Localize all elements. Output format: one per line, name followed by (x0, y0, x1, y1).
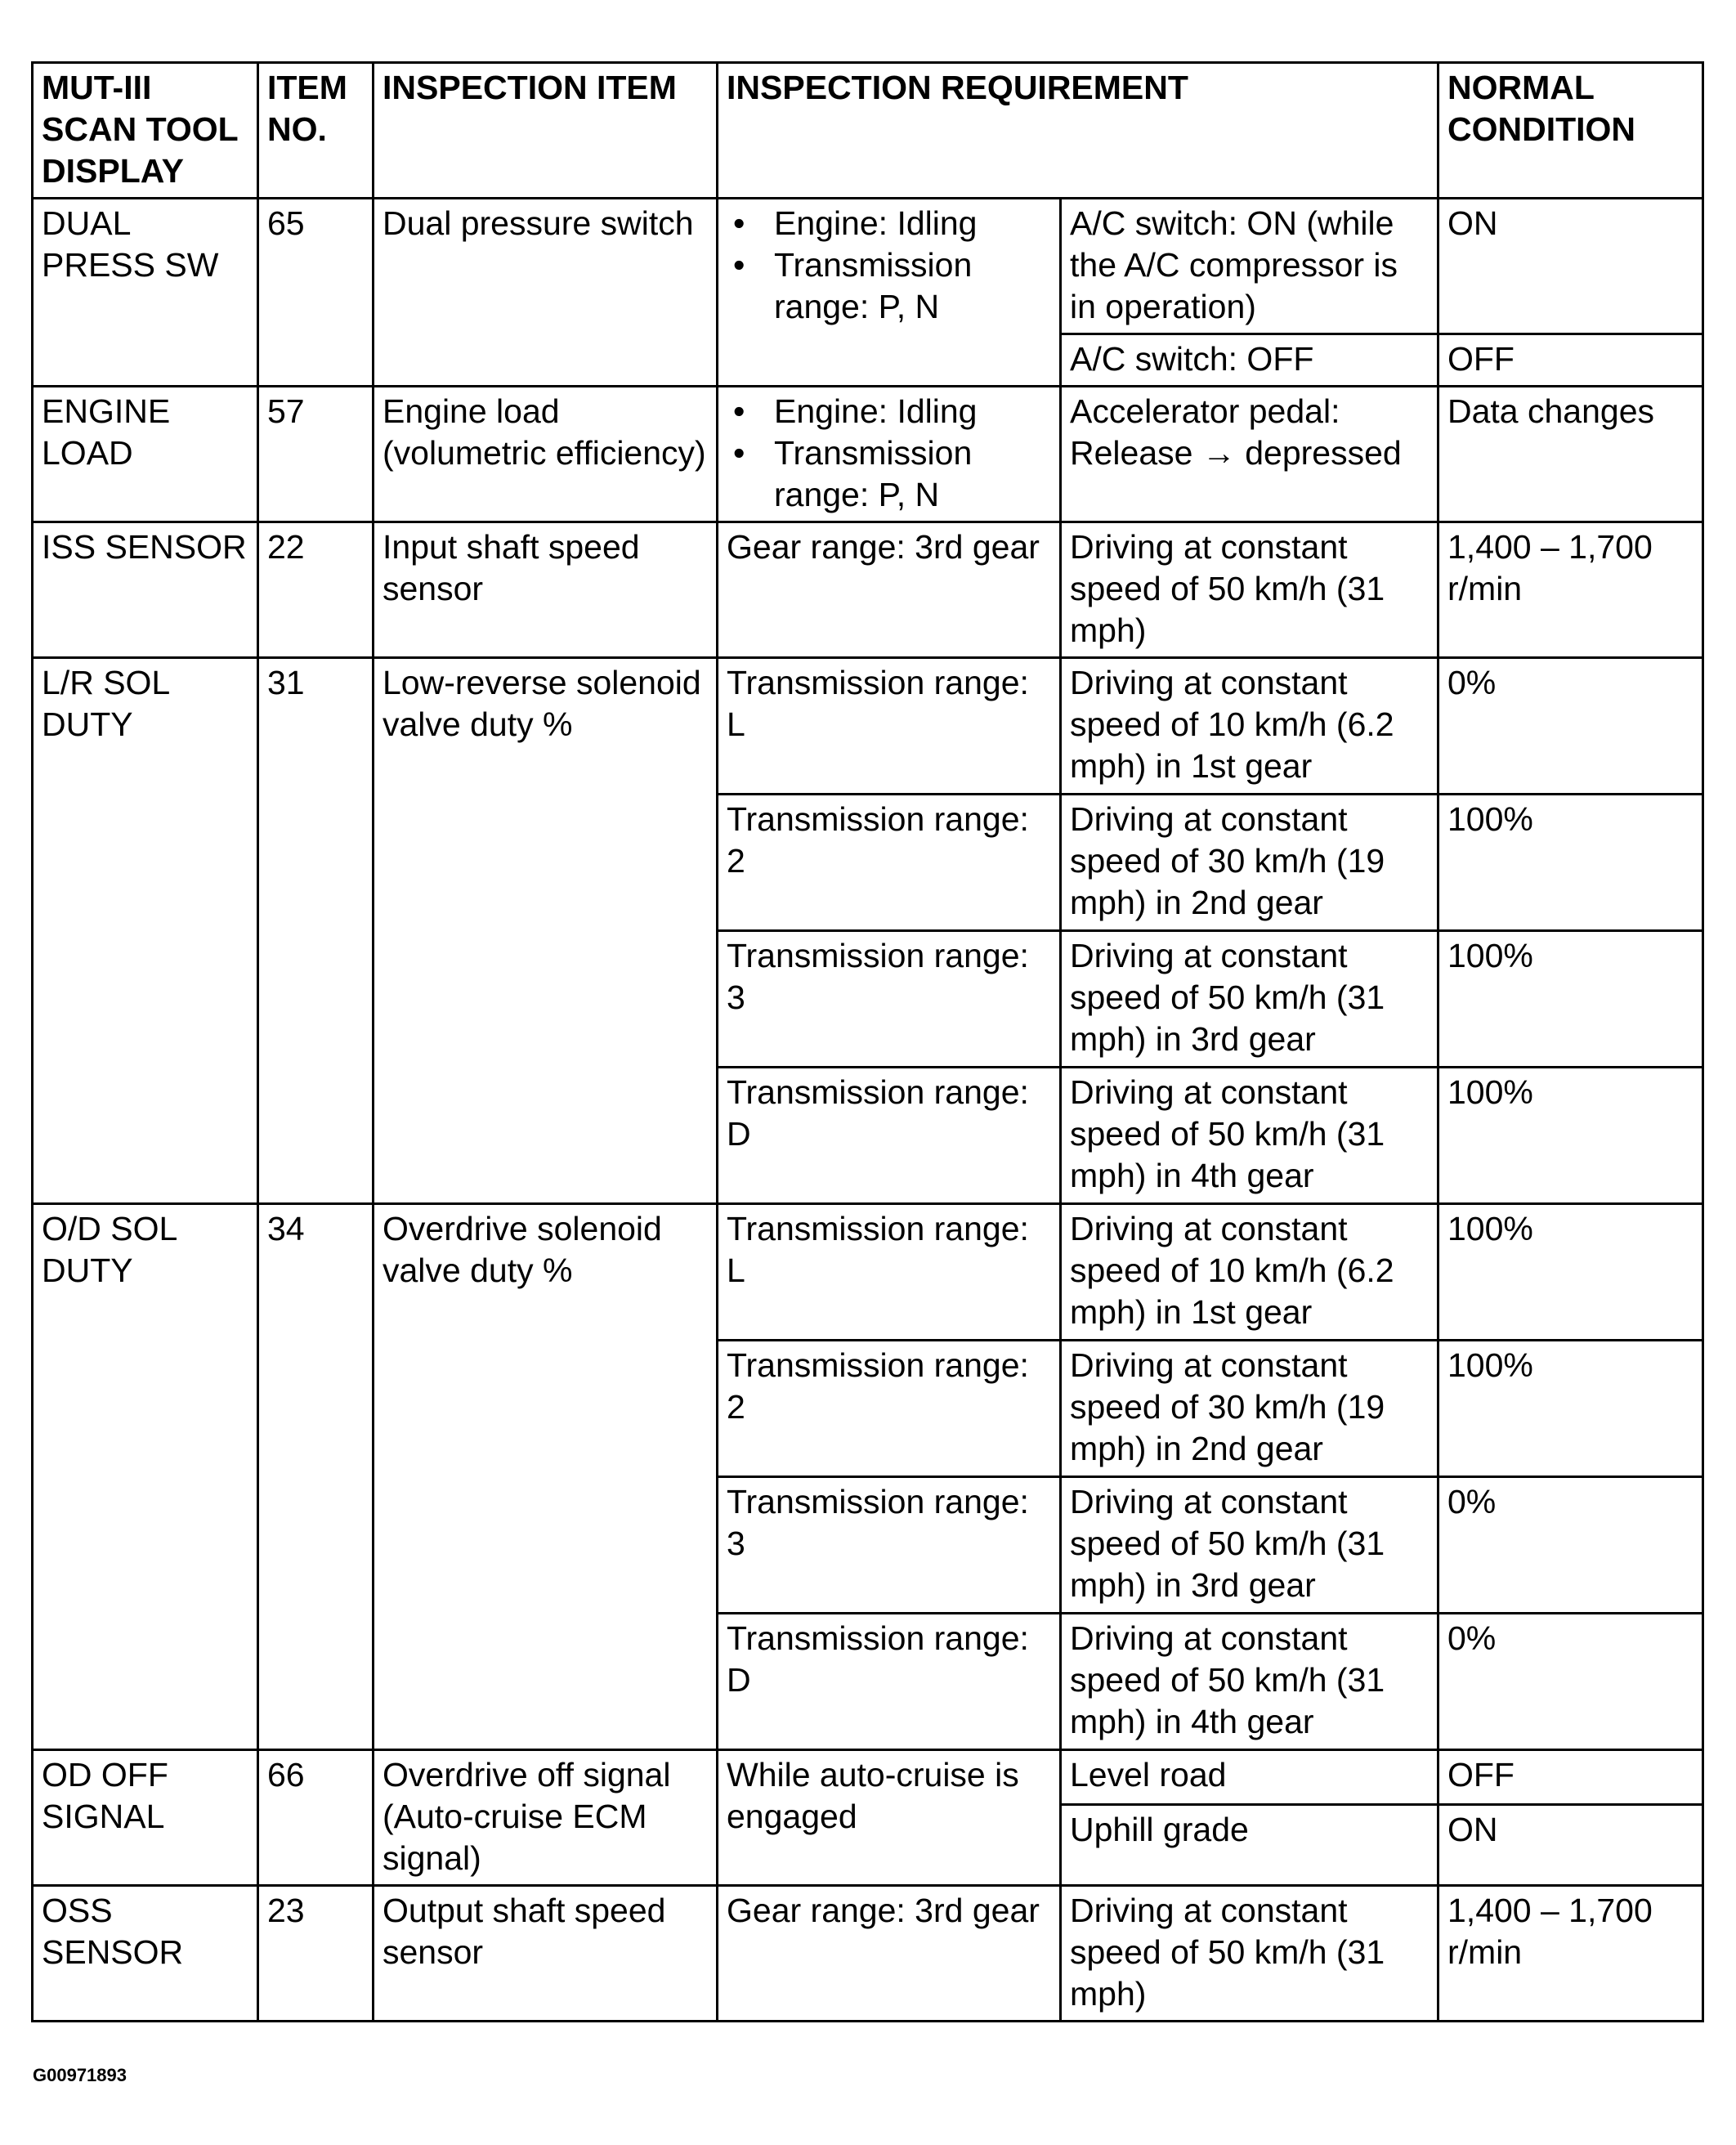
cell-normal: 100% (1438, 1341, 1703, 1477)
cell-item-no: 66 (258, 1750, 374, 1886)
cell-normal: 1,400 – 1,700 r/min (1438, 522, 1703, 658)
cell-normal: 100% (1438, 1204, 1703, 1341)
cell-inspection-item: Input shaft speed sensor (374, 522, 718, 658)
cell-normal: 1,400 – 1,700 r/min (1438, 1886, 1703, 2022)
cell-inspection-item: Overdrive solenoid valve duty % (374, 1204, 718, 1750)
requirement-bullet-list (727, 391, 1051, 516)
cell-item-no: 34 (258, 1204, 374, 1750)
cell-display: ISS SENSOR (33, 522, 258, 658)
cell-normal: 100% (1438, 931, 1703, 1068)
cell-item-no: 31 (258, 658, 374, 1204)
header-item-no: ITEM NO. (258, 63, 374, 199)
cell-condition: A/C switch: ON (while the A/C compressor is in operation) (1061, 199, 1438, 334)
table-row (33, 658, 1703, 795)
cell-inspection-item: Overdrive off signal (Auto-cruise ECM signal) (374, 1750, 718, 1886)
cell-display: L/R SOL DUTY (33, 658, 258, 1204)
cell-inspection-item: Output shaft speed sensor (374, 1886, 718, 2022)
cell-requirement (718, 199, 1061, 387)
cell-requirement: Gear range: 3rd gear (718, 1886, 1061, 2022)
figure-code: G00971893 (33, 2065, 127, 2085)
cell-requirement: Transmission range: L (718, 658, 1061, 795)
cell-requirement (718, 387, 1061, 522)
cell-normal: 0% (1438, 1614, 1703, 1750)
cell-item-no: 23 (258, 1886, 374, 2022)
inspection-table (31, 61, 1704, 2022)
cell-condition: Driving at constant speed of 10 km/h (6.2 mph) in 1st gear (1061, 658, 1438, 795)
cell-requirement: While auto-cruise is engaged (718, 1750, 1061, 1886)
cell-display: O/D SOL DUTY (33, 1204, 258, 1750)
requirement-bullet-list (727, 203, 1051, 328)
cell-requirement: Transmission range: L (718, 1204, 1061, 1341)
cell-inspection-item: Dual pressure switch (374, 199, 718, 387)
header-inspection-item: INSPECTION ITEM (374, 63, 718, 199)
cell-normal: OFF (1438, 334, 1703, 387)
cell-requirement: Transmission range: D (718, 1068, 1061, 1204)
cell-display: ENGINE LOAD (33, 387, 258, 522)
cell-condition: Level road (1061, 1750, 1438, 1805)
cell-requirement: Gear range: 3rd gear (718, 522, 1061, 658)
header-normal-condition: NORMAL CONDITION (1438, 63, 1703, 199)
table-row (33, 387, 1703, 522)
cell-normal: ON (1438, 1805, 1703, 1886)
cell-normal: Data changes (1438, 387, 1703, 522)
cell-requirement: Transmission range: 2 (718, 795, 1061, 931)
header-scan-tool-display: MUT-III SCAN TOOL DISPLAY (33, 63, 258, 199)
cell-normal: 100% (1438, 1068, 1703, 1204)
cell-condition: Uphill grade (1061, 1805, 1438, 1886)
table-row (33, 1750, 1703, 1805)
list-item: • Engine: Idling (774, 203, 1051, 244)
cell-item-no: 65 (258, 199, 374, 387)
cell-condition: Driving at constant speed of 50 km/h (31 mph) (1061, 1886, 1438, 2022)
table-row (33, 1886, 1703, 2022)
cell-requirement: Transmission range: 3 (718, 931, 1061, 1068)
cell-condition: Driving at constant speed of 50 km/h (31 mph) in 3rd gear (1061, 1477, 1438, 1614)
inspection-table-container (31, 61, 1704, 2022)
cell-requirement: Transmission range: 3 (718, 1477, 1061, 1614)
cell-inspection-item: Engine load (volumetric efficiency) (374, 387, 718, 522)
cell-display: OD OFF SIGNAL (33, 1750, 258, 1886)
cell-condition: Driving at constant speed of 30 km/h (19 mph) in 2nd gear (1061, 1341, 1438, 1477)
list-item: • Transmission range: P, N (774, 244, 1051, 328)
cell-requirement: Transmission range: 2 (718, 1341, 1061, 1477)
cell-condition: A/C switch: OFF (1061, 334, 1438, 387)
cell-display: OSS SENSOR (33, 1886, 258, 2022)
table-row (33, 199, 1703, 334)
cell-display: DUAL PRESS SW (33, 199, 258, 387)
list-item: • Transmission range: P, N (774, 432, 1051, 516)
header-row (33, 63, 1703, 199)
cell-normal: OFF (1438, 1750, 1703, 1805)
cell-condition: Accelerator pedal: Release → depressed (1061, 387, 1438, 522)
cell-condition: Driving at constant speed of 50 km/h (31 mph) in 3rd gear (1061, 931, 1438, 1068)
cell-normal: 0% (1438, 658, 1703, 795)
cell-normal: ON (1438, 199, 1703, 334)
cell-normal: 0% (1438, 1477, 1703, 1614)
list-item: • Engine: Idling (774, 391, 1051, 432)
cell-inspection-item: Low-reverse solenoid valve duty % (374, 658, 718, 1204)
cell-condition: Driving at constant speed of 50 km/h (31 mph) in 4th gear (1061, 1068, 1438, 1204)
cell-requirement: Transmission range: D (718, 1614, 1061, 1750)
header-inspection-requirement: INSPECTION REQUIREMENT (718, 63, 1438, 199)
cell-condition: Driving at constant speed of 50 km/h (31 mph) in 4th gear (1061, 1614, 1438, 1750)
cell-condition: Driving at constant speed of 50 km/h (31 mph) (1061, 522, 1438, 658)
table-row (33, 1204, 1703, 1341)
table-row (33, 522, 1703, 658)
cell-condition: Driving at constant speed of 10 km/h (6.2 mph) in 1st gear (1061, 1204, 1438, 1341)
cell-condition: Driving at constant speed of 30 km/h (19 mph) in 2nd gear (1061, 795, 1438, 931)
cell-item-no: 22 (258, 522, 374, 658)
cell-normal: 100% (1438, 795, 1703, 931)
cell-item-no: 57 (258, 387, 374, 522)
